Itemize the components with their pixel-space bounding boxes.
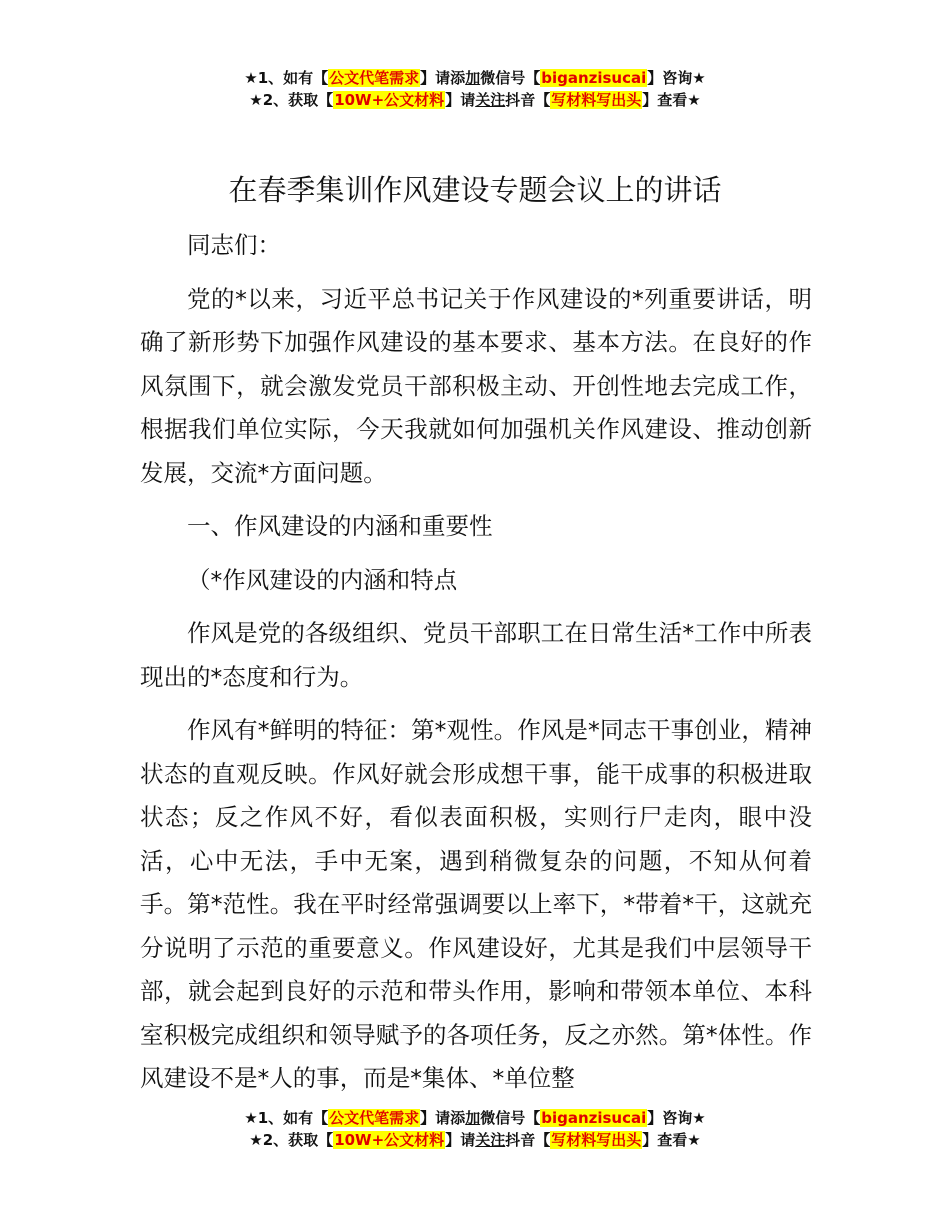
promo-text: 微信号【 [480,1109,541,1127]
promo-banner-top [0,67,950,111]
promo-text: 】请添 [420,1109,466,1127]
promo-underline-text: 关注 [475,1131,506,1149]
promo-text: 微信号【 [480,69,541,87]
promo-text: ★2、获取【 [249,91,334,109]
promo-text: 抖音【 [505,91,551,109]
promo-underline-text: 加 [465,1109,481,1127]
section-heading: 一、作风建设的内涵和重要性 [187,512,493,540]
body-paragraph: 作风有*鲜明的特征：第*观性。作风是*同志干事创业，精神状态的直观反映。作风好就会形成想干事，能干成事的积极进取状态；反之作风不好，看似表面积极，实则行尸走肉，眼中没活，心中无法，手中无案，遇到稍微复杂的问题，不知从何着手。第*范性。我在平时经常强调要以上率下，*带着*干，这就充分说明了示范的重要意义。作风建设好，尤其是我们中层领导干部，就会起到良好的示范和带头作用，影响和带领本单位、本科室积极完成组织和领导赋予的各项任务，反之亦然。第*体性。作风建设不是*人的事，而是*集体、*单位整 [140,716,812,1092]
promo-banner-bottom [0,1107,950,1151]
body-paragraph: 党的*以来，习近平总书记关于作风建设的*列重要讲话，明确了新形势下加强作风建设的基本要求、基本方法。在良好的作风氛围下，就会激发党员干部积极主动、开创性地去完成工作，根据我们单位实际，今天我就如何加强机关作风建设、推动创新发展，交流*方面问题。 [140,284,812,487]
promo-text: 】咨询★ [647,69,706,87]
promo-highlight: 10W+公文材料 [334,91,445,109]
promo-text: ★2、获取【 [249,1131,334,1149]
promo-line-1 [0,1107,950,1129]
promo-text: 】咨询★ [647,1109,706,1127]
document-title: 在春季集训作风建设专题会议上的讲话 [228,173,722,207]
document-body [140,224,812,1111]
promo-wechat-id: biganzisucai [541,1109,647,1127]
salutation: 同志们： [187,231,281,259]
promo-text: 抖音【 [505,1131,551,1149]
promo-highlight: 公文代笔需求 [329,1109,420,1127]
promo-text: 】请 [445,1131,476,1149]
promo-douyin-id: 写材料写出头 [551,91,642,109]
promo-highlight: 公文代笔需求 [329,69,420,87]
promo-text: ★1、如有【 [244,1109,329,1127]
promo-line-2 [0,1129,950,1151]
promo-text: 】查看★ [642,91,701,109]
promo-text: 】请 [445,91,476,109]
promo-douyin-id: 写材料写出头 [551,1131,642,1149]
subsection-heading: （*作风建设的内涵和特点 [187,565,458,594]
body-paragraph: 作风是党的各级组织、党员干部职工在日常生活*工作中所表现出的*态度和行为。 [140,619,812,691]
promo-line-2 [0,89,950,111]
promo-underline-text: 加 [465,69,481,87]
promo-text: ★1、如有【 [244,69,329,87]
promo-highlight: 10W+公文材料 [334,1131,445,1149]
promo-text: 】查看★ [642,1131,701,1149]
promo-text: 】请添 [420,69,466,87]
promo-wechat-id: biganzisucai [541,69,647,87]
promo-underline-text: 关注 [475,91,506,109]
promo-line-1 [0,67,950,89]
